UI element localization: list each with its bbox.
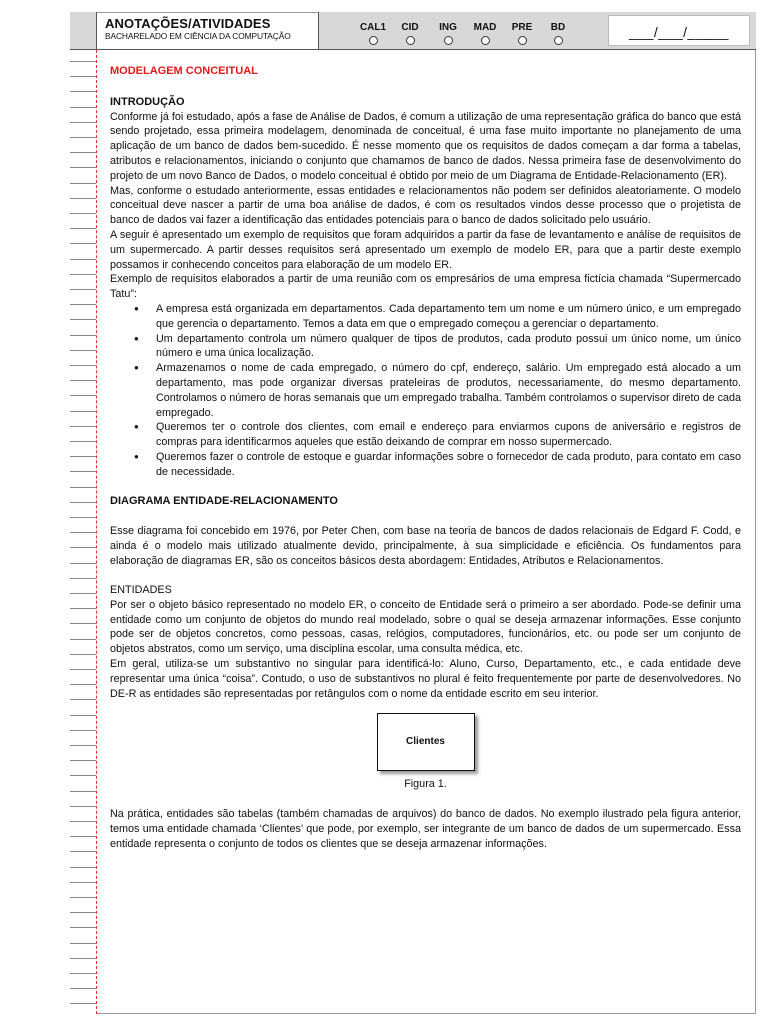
- header-left-strip: [70, 12, 97, 49]
- margin-tick: [70, 487, 96, 488]
- margin-tick: [70, 851, 96, 852]
- der-heading: DIAGRAMA ENTIDADE-RELACIONAMENTO: [110, 495, 338, 508]
- margin-tick: [70, 639, 96, 640]
- margin-tick: [70, 578, 96, 579]
- course-radio[interactable]: [554, 36, 563, 45]
- figure-1: [110, 713, 741, 792]
- margin-tick: [70, 563, 96, 564]
- paragraph: A seguir é apresentado um exemplo de requisitos que foram adquiridos a partir da fase de levantamento e análise de requisitos de um supermercado. A partir desses requisitos será apresentado um exemplo de modelo ER, para que a partir deste exemplo possamos ir conhecendo conceitos para elaboração de um modelo ER.: [110, 228, 741, 271]
- margin-tick: [70, 243, 96, 244]
- margin-tick: [70, 289, 96, 290]
- course-option-ing[interactable]: [429, 22, 467, 45]
- margin-tick: [70, 335, 96, 336]
- margin-tick: [70, 791, 96, 792]
- margin-tick: [70, 532, 96, 533]
- paragraph: Esse diagrama foi concebido em 1976, por Peter Chen, com base na teoria de bancos de dados relacionais de Edgard F. Codd, e ainda é o modelo mais utilizado atualmente devido, principalmente, à sua simplicidade e eficiência. Os fundamentos para elaboração de diagramas ER, são os conceitos básicos desta abordagem: Entidades, Atributos e Relacionamentos.: [110, 524, 741, 567]
- margin-tick: [70, 684, 96, 685]
- margin-tick: [70, 76, 96, 77]
- course-option-bd[interactable]: [539, 22, 577, 45]
- requirements-list: [110, 302, 741, 480]
- margin-tick: [70, 152, 96, 153]
- margin-tick: [70, 441, 96, 442]
- list-item: ● Queremos fazer o controle de estoque e guardar informações sobre o fornecedor de cada produto, para contato em caso de necessidade.: [156, 450, 741, 480]
- course-option-mad[interactable]: [466, 22, 504, 45]
- margin-tick: [70, 912, 96, 913]
- margin-tick: [70, 882, 96, 883]
- course-option-cal1[interactable]: [354, 22, 392, 45]
- margin-tick: [70, 730, 96, 731]
- margin-tick: [70, 380, 96, 381]
- margin-tick: [70, 608, 96, 609]
- margin-tick: [70, 426, 96, 427]
- date-field[interactable]: ___/___/_____: [608, 15, 750, 46]
- course-label: CID: [401, 22, 419, 33]
- course-radio[interactable]: [444, 36, 453, 45]
- margin-tick: [70, 365, 96, 366]
- paragraph: Exemplo de requisitos elaborados a partir de uma reunião com os empresários de uma empresa fictícia chamada “Supermercado Tatu”:: [110, 273, 741, 301]
- header-title-block: [97, 12, 319, 49]
- margin-tick: [70, 897, 96, 898]
- margin-tick: [70, 806, 96, 807]
- margin-tick: [70, 274, 96, 275]
- course-radio[interactable]: [518, 36, 527, 45]
- margin-tick: [70, 502, 96, 503]
- margin-tick: [70, 122, 96, 123]
- figure-caption: Figura 1.: [404, 778, 447, 791]
- course-option-cid[interactable]: [391, 22, 429, 45]
- margin-tick: [70, 669, 96, 670]
- course-option-pre[interactable]: [503, 22, 541, 45]
- margin-line: [96, 50, 97, 1014]
- course-radio[interactable]: [481, 36, 490, 45]
- margin-tick: [70, 228, 96, 229]
- margin-tick: [70, 836, 96, 837]
- course-radio[interactable]: [406, 36, 415, 45]
- course-radio[interactable]: [369, 36, 378, 45]
- margin-tick: [70, 198, 96, 199]
- margin-tick: [70, 213, 96, 214]
- margin-tick: [70, 1003, 96, 1004]
- margin-tick: [70, 699, 96, 700]
- list-item: ● A empresa está organizada em departamentos. Cada departamento tem um nome e um número único, e um empregado que gerencia o departamento. Temos a data em que o empregado começou a gerenciar o departamento.: [156, 302, 741, 332]
- margin-tick: [70, 167, 96, 168]
- paragraph: Mas, conforme o estudado anteriormente, essas entidades e relacionamentos não podem ser definidos aleatoriamente. O modelo conceitual deve nascer a partir de uma boa análise de dados, é com os resultados vindos desse processo que o projetista de banco de dados vai fazer a identificação das entidades potenciais para o banco de dados solicitado pelo usuário.: [110, 184, 741, 227]
- list-item: ● Armazenamos o nome de cada empregado, o número do cpf, endereço, salário. Um empregado está alocado a um departamento, mas pode organizar diversas prateleiras de produtos, necessariamente, do mesmo departamento. Controlamos o número de horas semanais que um empregado trabalha. Também controlamos o supervisor direto de cada empregado.: [156, 361, 741, 420]
- margin-tick: [70, 775, 96, 776]
- list-item: ● Queremos ter o controle dos clientes, com email e endereço para enviarmos cupons de aniversário e registros de compras para identificarmos aqueles que estão deixando de comprar em nosso supermercado.: [156, 420, 741, 450]
- margin-tick: [70, 760, 96, 761]
- binder-margin: [70, 50, 96, 1014]
- margin-tick: [70, 395, 96, 396]
- margin-tick: [70, 745, 96, 746]
- list-item: ● Um departamento controla um número qualquer de tipos de produtos, cada produto possui um único nome, um único número e uma única localização.: [156, 332, 741, 362]
- margin-tick: [70, 350, 96, 351]
- entidades-heading: ENTIDADES: [110, 584, 172, 597]
- margin-tick: [70, 304, 96, 305]
- course-label: ING: [439, 22, 457, 33]
- margin-tick: [70, 137, 96, 138]
- course-selector: [319, 12, 756, 49]
- margin-tick: [70, 319, 96, 320]
- margin-tick: [70, 623, 96, 624]
- intro-heading: INTRODUÇÃO: [110, 95, 185, 108]
- margin-tick: [70, 259, 96, 260]
- margin-tick: [70, 183, 96, 184]
- margin-tick: [70, 821, 96, 822]
- margin-tick: [70, 61, 96, 62]
- paragraph: Por ser o objeto básico representado no modelo ER, o conceito de Entidade será o primeiro a ser abordado. Pode-se definir uma entidade como um conjunto de objetos do mundo real modelado, sobre o qual se deseja armazenar informações. Esse conjunto pode ser de objetos concretos, como pessoas, casas, relógios, computadores, funcionários, etc. ou pode ser um conjunto de objetos abstratos, como um serviço, uma disciplina escolar, uma consulta médica, etc.: [110, 598, 741, 656]
- entity-rectangle: Clientes: [377, 713, 475, 771]
- margin-tick: [70, 411, 96, 412]
- paragraph: Conforme já foi estudado, após a fase de Análise de Dados, é comum a utilização de uma representação gráfica do banco que está sendo projetado, essa primeira modelagem, denominada de conceitual, é uma fase muito importante no planejamento de uma aplicação de um banco de dados bem-sucedido. É nesse momento que os requisitos de dados começam a dar forma a tabelas, atributos e relacionamentos, iniciando o conjunto que chamamos de banco de dados. Nessa primeira fase de desenvolvimento do projeto de um novo Banco de Dados, o modelo conceitual é obtido por meio de um Diagrama de Entidade-Relacionamento (ER).: [110, 110, 741, 182]
- margin-tick: [70, 973, 96, 974]
- header-subtitle: BACHARELADO EM CIÊNCIA DA COMPUTAÇÃO: [105, 31, 291, 41]
- header-title: ANOTAÇÕES/ATIVIDADES: [105, 16, 271, 31]
- header: [70, 12, 756, 50]
- paragraph: Em geral, utiliza-se um substantivo no singular para identificá-lo: Aluno, Curso, Departamento, etc., e cada entidade deve representar uma única “coisa”. Contudo, o uso de substantivos no plural é feito frequentemente por parte de desenvolvedores. No DE-R as entidades são representadas por retângulos com o nome da entidade escrito em seu interior.: [110, 658, 741, 700]
- margin-tick: [70, 958, 96, 959]
- margin-tick: [70, 867, 96, 868]
- margin-tick: [70, 927, 96, 928]
- margin-tick: [70, 91, 96, 92]
- margin-tick: [70, 715, 96, 716]
- margin-tick: [70, 943, 96, 944]
- course-label: MAD: [473, 22, 497, 33]
- document-body: [110, 64, 741, 851]
- margin-tick: [70, 107, 96, 108]
- course-label: CAL1: [359, 22, 387, 33]
- margin-tick: [70, 547, 96, 548]
- margin-tick: [70, 654, 96, 655]
- course-label: PRE: [511, 22, 533, 33]
- margin-tick: [70, 456, 96, 457]
- section-title: MODELAGEM CONCEITUAL: [110, 65, 258, 77]
- margin-tick: [70, 988, 96, 989]
- margin-tick: [70, 471, 96, 472]
- margin-tick: [70, 517, 96, 518]
- paragraph: Na prática, entidades são tabelas (também chamadas de arquivos) do banco de dados. No exemplo ilustrado pela figura anterior, temos uma entidade chamada ‘Clientes’ que pode, por exemplo, ser integrante de um banco de dados de um supermercado. Essa entidade representa o conjunto de todos os clientes que se deseja armazenar informações.: [110, 808, 741, 850]
- course-label: BD: [550, 22, 566, 33]
- margin-tick: [70, 593, 96, 594]
